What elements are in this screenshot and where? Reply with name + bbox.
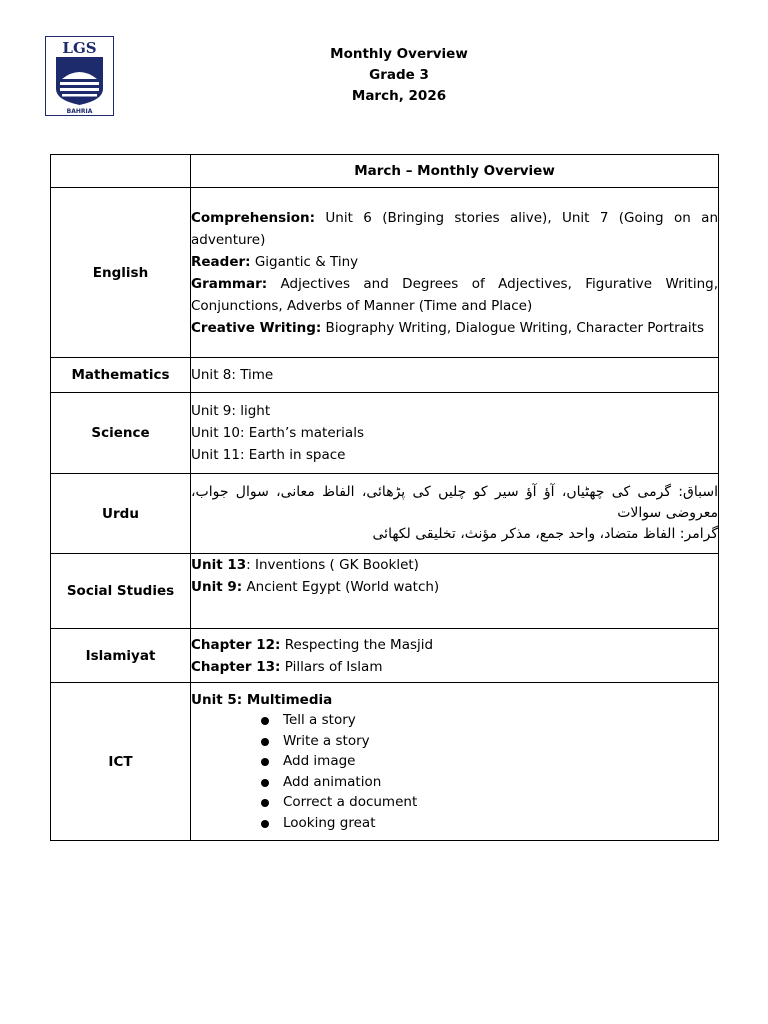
science-content	[191, 393, 719, 474]
social-studies-content	[191, 554, 719, 629]
islamiyat-line	[191, 634, 718, 656]
table-row-urdu	[51, 474, 719, 554]
english-creative-writing	[191, 317, 718, 339]
subject-ict: ICT	[51, 683, 191, 841]
english-comprehension	[191, 207, 718, 251]
overview-table	[50, 154, 719, 841]
list-item: Write a story	[283, 731, 718, 752]
table-row-ict	[51, 683, 719, 841]
science-line: Unit 9: light	[191, 403, 271, 419]
list-item: Tell a story	[283, 710, 718, 731]
comprehension-label: Comprehension:	[191, 209, 316, 226]
table-row-social-studies	[51, 554, 719, 629]
ict-content	[191, 683, 719, 841]
english-content	[191, 188, 719, 358]
subject-science: Science	[51, 393, 191, 474]
unit-label: Unit 9:	[191, 579, 243, 595]
english-reader	[191, 251, 718, 273]
header-date: March, 2026	[351, 88, 447, 104]
science-line: Unit 11: Earth in space	[191, 447, 346, 463]
chapter-label: Chapter 12:	[191, 636, 281, 653]
table-row-english	[51, 188, 719, 358]
document-header	[0, 44, 768, 107]
urdu-content	[191, 474, 719, 554]
english-grammar	[191, 273, 718, 317]
logo-subtext: BAHRIA	[66, 108, 93, 115]
mathematics-line: Unit 8: Time	[191, 367, 274, 383]
unit-text: : Inventions ( GK Booklet)	[246, 557, 419, 573]
header-empty-cell	[51, 155, 191, 188]
grammar-label: Grammar:	[191, 275, 268, 292]
table-row-mathematics	[51, 358, 719, 393]
islamiyat-content	[191, 629, 719, 683]
subject-mathematics: Mathematics	[51, 358, 191, 393]
reader-text: Gigantic & Tiny	[250, 253, 359, 270]
chapter-label: Chapter 13:	[191, 658, 281, 675]
subject-english: English	[51, 188, 191, 358]
header-title: Monthly Overview	[330, 46, 468, 62]
ict-unit-label: Unit 5: Multimedia	[191, 692, 333, 708]
ict-topic-list	[191, 710, 718, 833]
table-heading: March – Monthly Overview	[191, 155, 719, 188]
mathematics-content	[191, 358, 719, 393]
chapter-text: Respecting the Masjid	[280, 636, 434, 653]
comprehension-text: Unit 6 (Bringing stories alive), Unit 7 (Going on an adventure)	[191, 209, 718, 248]
social-studies-line	[191, 554, 718, 576]
table-row-islamiyat	[51, 629, 719, 683]
grammar-text: Adjectives and Degrees of Adjectives, Figurative Writing, Conjunctions, Adverbs of Manner (Time and Place)	[191, 275, 718, 314]
list-item: Correct a document	[283, 792, 718, 813]
header-grade: Grade 3	[369, 67, 429, 83]
science-line: Unit 10: Earth’s materials	[191, 425, 364, 441]
urdu-lessons: اسباق: گرمی کی چھٹیاں، آؤ آؤ سیر کو چلیں کی پڑھائی، الفاظ معانی، سوال جواب، معروضی سوالات	[191, 484, 718, 521]
islamiyat-line	[191, 656, 718, 678]
list-item: Add image	[283, 751, 718, 772]
chapter-text: Pillars of Islam	[280, 658, 383, 675]
creative-text: Biography Writing, Dialogue Writing, Character Portraits	[321, 319, 704, 336]
creative-label: Creative Writing:	[191, 319, 322, 336]
table-row-science	[51, 393, 719, 474]
subject-social-studies: Social Studies	[51, 554, 191, 629]
social-studies-line	[191, 576, 718, 598]
list-item: Looking great	[283, 813, 718, 834]
subject-urdu: Urdu	[51, 474, 191, 554]
unit-label: Unit 13	[191, 557, 247, 573]
urdu-grammar: گرامر: الفاظ متضاد، واحد جمع، مذکر مؤنث، تخلیقی لکھائی	[372, 526, 718, 542]
list-item: Add animation	[283, 772, 718, 793]
logo-text: LGS	[62, 39, 97, 57]
table-header-row	[51, 155, 719, 188]
reader-label: Reader:	[191, 253, 251, 270]
subject-islamiyat: Islamiyat	[51, 629, 191, 683]
unit-text: Ancient Egypt (World watch)	[242, 579, 440, 595]
